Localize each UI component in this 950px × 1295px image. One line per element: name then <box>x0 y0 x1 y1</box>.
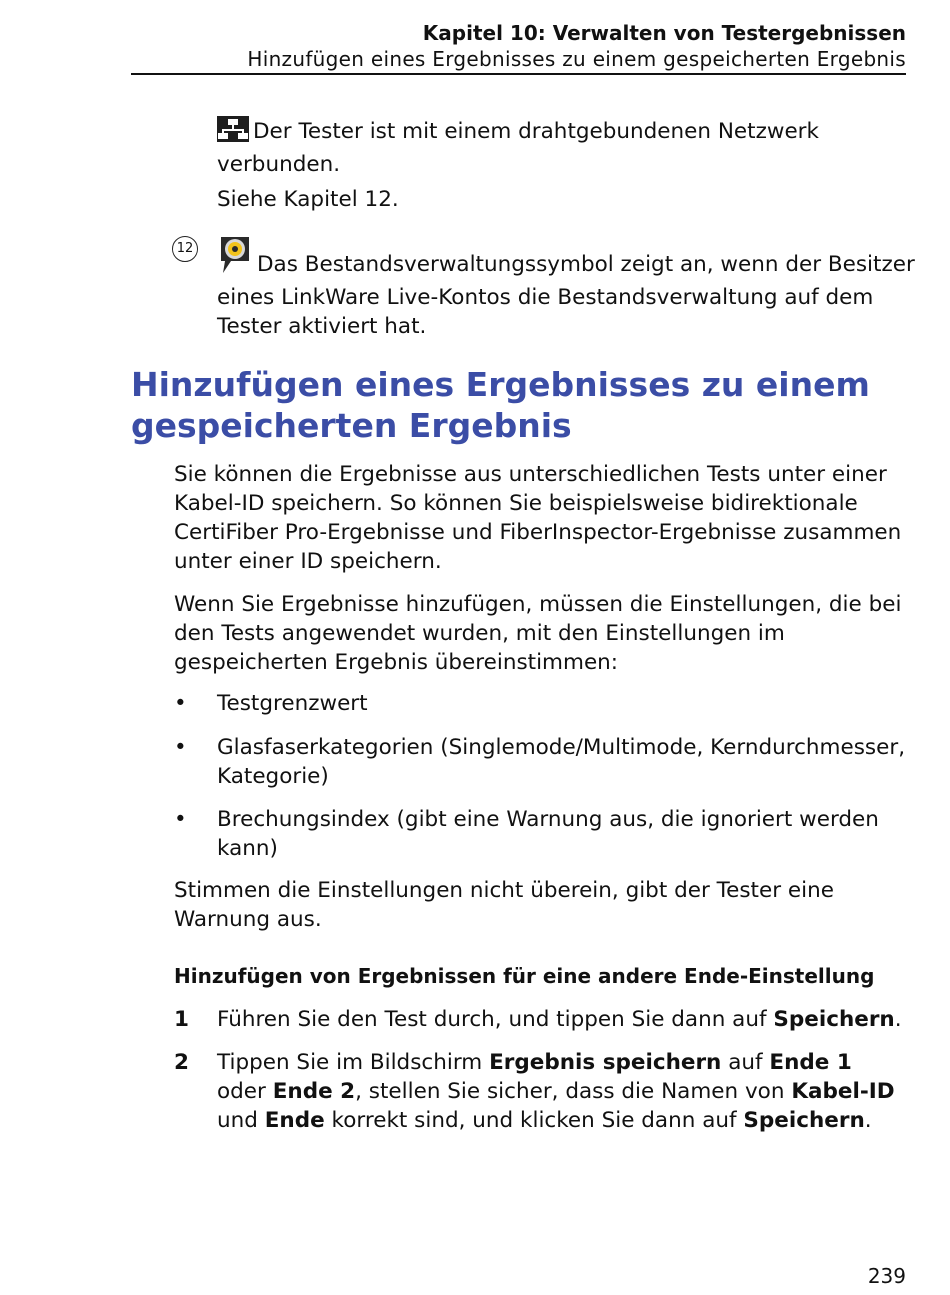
list-item: Brechungsindex (gibt eine Warnung aus, die ignoriert werden kann) <box>217 807 879 861</box>
network-status-paragraph <box>217 116 917 179</box>
step-text: Tippen Sie im Bildschirm Ergebnis speichern auf Ende 1 oder Ende 2, stellen Sie sicher, dass die Namen von Kabel-ID und Ende korrekt sind, und klicken Sie dann auf Speichern. <box>217 1050 895 1133</box>
list-item: Glasfaserkategorien (Singlemode/Multimode, Kerndurchmesser, Kategorie) <box>217 735 906 789</box>
header-rule <box>131 73 906 75</box>
section-title: Hinzufügen eines Ergebnisses zu einem gespeicherten Ergebnis <box>131 365 870 445</box>
step-text: Führen Sie den Test durch, und tippen Sie dann auf Speichern. <box>217 1007 902 1032</box>
step-number: 2 <box>174 1050 189 1075</box>
procedure-title: Hinzufügen von Ergebnissen für eine andere Ende-Einstellung <box>174 964 875 988</box>
asset-management-icon <box>217 235 253 283</box>
header-section: Hinzufügen eines Ergebnisses zu einem gespeicherten Ergebnis <box>247 47 906 71</box>
header-chapter: Kapitel 10: Verwalten von Testergebnissen <box>422 21 906 45</box>
network-status-text: Der Tester ist mit einem drahtgebundenen Netzwerk verbunden. <box>217 119 819 177</box>
section-paragraph-1: Sie können die Ergebnisse aus unterschiedlichen Tests unter einer Kabel-ID speichern. So können Sie beispielsweise bidirektionale CertiFiber Pro-Ergebnisse und FiberInspector-Ergebnisse zusammen unter einer ID speichern. <box>174 462 902 574</box>
page-header <box>247 20 906 72</box>
step-number: 1 <box>174 1007 189 1032</box>
wired-network-icon <box>217 116 249 150</box>
list-item: Testgrenzwert <box>217 691 368 716</box>
asset-management-paragraph <box>217 235 917 341</box>
section-paragraph-2: Wenn Sie Ergebnisse hinzufügen, müssen die Einstellungen, die bei den Tests angewendet wurden, mit den Einstellungen im gespeicherten Ergebnis übereinstimmen: <box>174 592 902 675</box>
asset-management-text: Das Bestandsverwaltungssymbol zeigt an, wenn der Besitzer eines LinkWare Live-Kontos die Bestandsverwaltung auf dem Tester aktiviert hat. <box>217 252 915 339</box>
item-number-circle: 12 <box>172 236 198 262</box>
bullet-marker: • <box>174 735 187 760</box>
see-chapter-text: Siehe Kapitel 12. <box>217 187 399 212</box>
section-paragraph-3: Stimmen die Einstellungen nicht überein, gibt der Tester eine Warnung aus. <box>174 878 834 932</box>
bullet-marker: • <box>174 691 187 716</box>
page-number: 239 <box>867 1264 906 1288</box>
bullet-marker: • <box>174 807 187 832</box>
